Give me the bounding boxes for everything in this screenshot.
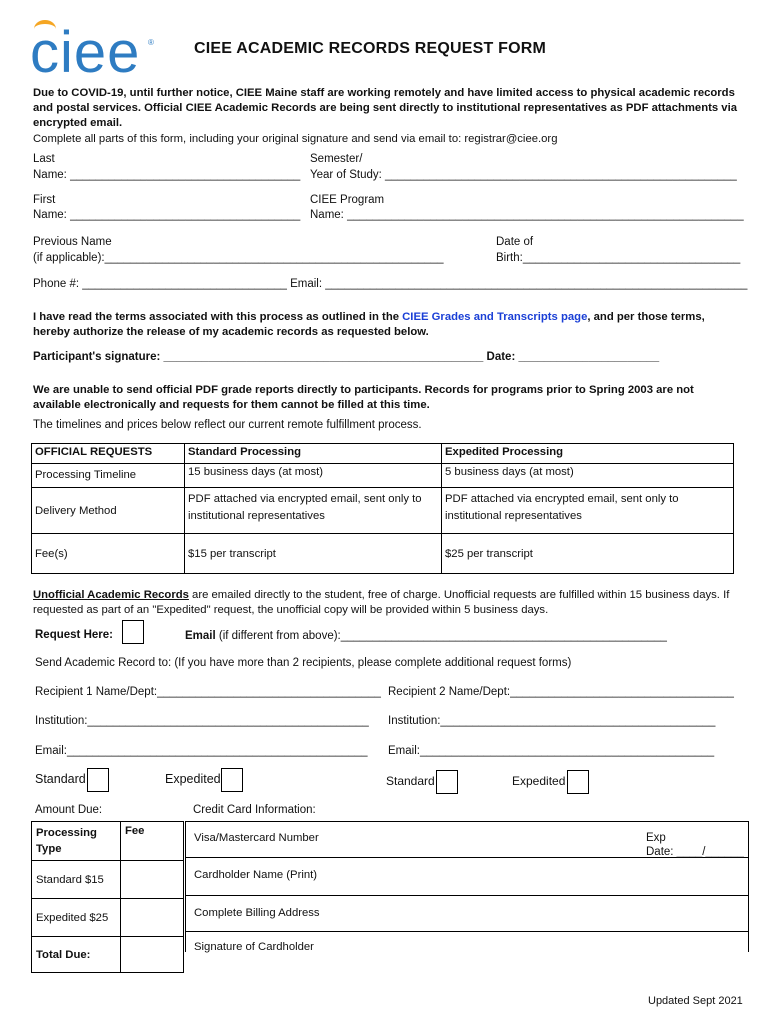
request-here-checkbox[interactable] <box>122 620 144 644</box>
grades-transcripts-link[interactable]: CIEE Grades and Transcripts page <box>402 311 588 323</box>
credit-card-info-label: Credit Card Information: <box>193 804 316 816</box>
phone-email-field[interactable]: Phone #: ________________________________ Email: __________________________________________________________________ <box>33 278 748 290</box>
recipient-2-email-field[interactable]: Email:______________________________________________ <box>388 745 715 757</box>
semester-field[interactable]: Year of Study: _______________________________________________________ <box>310 169 737 181</box>
table-cell: 15 business days (at most) <box>185 464 442 488</box>
last-name-label-1: Last <box>33 153 55 165</box>
recipient-2-institution-field[interactable]: Institution:___________________________________________ <box>388 715 716 727</box>
semester-label-1: Semester/ <box>310 153 363 165</box>
instruction-text: Complete all parts of this form, including your original signature and send via email to: registrar@ciee.org <box>33 133 558 145</box>
terms-text-before: I have read the terms associated with this process as outlined in the <box>33 311 403 323</box>
recipient-2-standard-label: Standard <box>386 774 435 788</box>
terms-text-after: , and per those terms, hereby authorize the release of my academic records as requested below. <box>33 311 705 338</box>
logo-registered-mark: ® <box>148 38 154 47</box>
unofficial-records-title: Unofficial Academic Records <box>33 589 189 601</box>
logo-text: ciee <box>30 20 141 85</box>
billing-line <box>185 931 748 932</box>
exp-date-field[interactable]: Date: ____/______ <box>646 846 744 858</box>
program-field[interactable]: Name: ______________________________________________________________ <box>310 209 744 221</box>
recipient-2-expedited-checkbox[interactable] <box>567 770 589 794</box>
recipient-1-standard-checkbox[interactable] <box>87 768 109 792</box>
table-cell: Processing Timeline <box>32 464 185 488</box>
request-here-label: Request Here: <box>35 629 113 641</box>
amount-due-table <box>31 821 184 973</box>
table-header: Standard Processing <box>185 444 442 464</box>
fee-cell[interactable] <box>121 899 184 937</box>
previous-name-field[interactable]: (if applicable):_____________________________________________________ <box>33 252 444 264</box>
table-cell: Total Due: <box>32 937 121 973</box>
recipient-1-standard-label: Standard <box>35 772 86 786</box>
cardholder-signature-field[interactable]: Signature of Cardholder <box>194 941 314 953</box>
table-cell: PDF attached via encrypted email, sent only to institutional representatives <box>185 488 442 534</box>
table-header: Processing Type <box>32 822 121 861</box>
alternate-email-field[interactable] <box>185 630 667 642</box>
table-row <box>32 534 734 574</box>
email-label: Email <box>185 630 216 642</box>
fee-cell[interactable] <box>121 937 184 973</box>
program-label-1: CIEE Program <box>310 194 385 206</box>
table-header: Expedited Processing <box>442 444 734 464</box>
updated-date: Updated Sept 2021 <box>648 995 743 1007</box>
amount-due-label: Amount Due: <box>35 804 103 816</box>
cardholder-name-field[interactable]: Cardholder Name (Print) <box>194 869 318 881</box>
terms-authorization <box>33 310 738 340</box>
previous-name-label-1: Previous Name <box>33 236 112 248</box>
recipient-2-expedited-label: Expedited <box>512 774 566 788</box>
recipient-1-name-field[interactable]: Recipient 1 Name/Dept:___________________________________ <box>35 686 381 698</box>
table-cell: $15 per transcript <box>185 534 442 574</box>
table-cell: Standard $15 <box>32 861 121 899</box>
signature-line[interactable]: Participant's signature: __________________________________________________ Date: ______________________ <box>33 351 660 363</box>
table-header-row <box>32 822 184 861</box>
dob-label-1: Date of <box>496 236 534 248</box>
table-row <box>32 937 184 973</box>
table-cell: Delivery Method <box>32 488 185 534</box>
table-header: OFFICIAL REQUESTS <box>32 444 185 464</box>
table-row <box>32 464 734 488</box>
covid-notice: Due to COVID-19, until further notice, CIEE Maine staff are working remotely and have limited access to physical academic records and postal services. Official CIEE Academic Records are being sent directly to institutional representatives as PDF attachments via encrypted email. <box>33 87 737 129</box>
recipient-1-email-field[interactable]: Email:_______________________________________________ <box>35 745 368 757</box>
first-name-field[interactable]: Name: ____________________________________ <box>33 209 301 221</box>
recipient-2-standard-checkbox[interactable] <box>436 770 458 794</box>
cardholder-line <box>185 895 748 896</box>
exp-label-1: Exp <box>646 832 666 844</box>
send-to-instruction: Send Academic Record to: (If you have more than 2 recipients, please complete additional request forms) <box>35 657 572 669</box>
first-name-label-1: First <box>33 194 56 206</box>
recipient-2-name-field[interactable]: Recipient 2 Name/Dept:___________________________________ <box>388 686 734 698</box>
table-cell: Expedited $25 <box>32 899 121 937</box>
dob-field[interactable]: Birth:__________________________________ <box>496 252 741 264</box>
fee-cell[interactable] <box>121 861 184 899</box>
table-header: Fee <box>121 822 184 861</box>
credit-card-box <box>185 821 748 967</box>
official-requests-table <box>31 443 734 574</box>
table-cell: Fee(s) <box>32 534 185 574</box>
unofficial-records-text <box>33 588 738 618</box>
card-number-field[interactable]: Visa/Mastercard Number <box>194 832 319 844</box>
table-cell: $25 per transcript <box>442 534 734 574</box>
last-name-field[interactable]: Name: ____________________________________ <box>33 169 301 181</box>
unable-notice: We are unable to send official PDF grade reports directly to participants. Records for programs prior to Spring 2003 are not available electronically and requests for them cannot be filled at this time. <box>33 384 694 411</box>
email-underline: (if different from above):___________________________________________________ <box>215 630 667 642</box>
table-header-row <box>32 444 734 464</box>
table-row <box>32 488 734 534</box>
table-row <box>32 899 184 937</box>
table-cell: PDF attached via encrypted email, sent only to institutional representatives <box>442 488 734 534</box>
table-row <box>32 861 184 899</box>
recipient-1-institution-field[interactable]: Institution:____________________________________________ <box>35 715 369 727</box>
table-cell: 5 business days (at most) <box>442 464 734 488</box>
timelines-note: The timelines and prices below reflect our current remote fulfillment process. <box>33 419 422 431</box>
form-title: CIEE ACADEMIC RECORDS REQUEST FORM <box>194 40 547 57</box>
unofficial-records-body: are emailed directly to the student, free of charge. Unofficial requests are fulfilled within 15 business days. If requested as part of an "Expedited" request, the unofficial copy will be provided within 5 business days. <box>33 589 730 616</box>
recipient-1-expedited-checkbox[interactable] <box>221 768 243 792</box>
billing-address-field[interactable]: Complete Billing Address <box>194 907 320 919</box>
recipient-1-expedited-label: Expedited <box>165 772 221 786</box>
